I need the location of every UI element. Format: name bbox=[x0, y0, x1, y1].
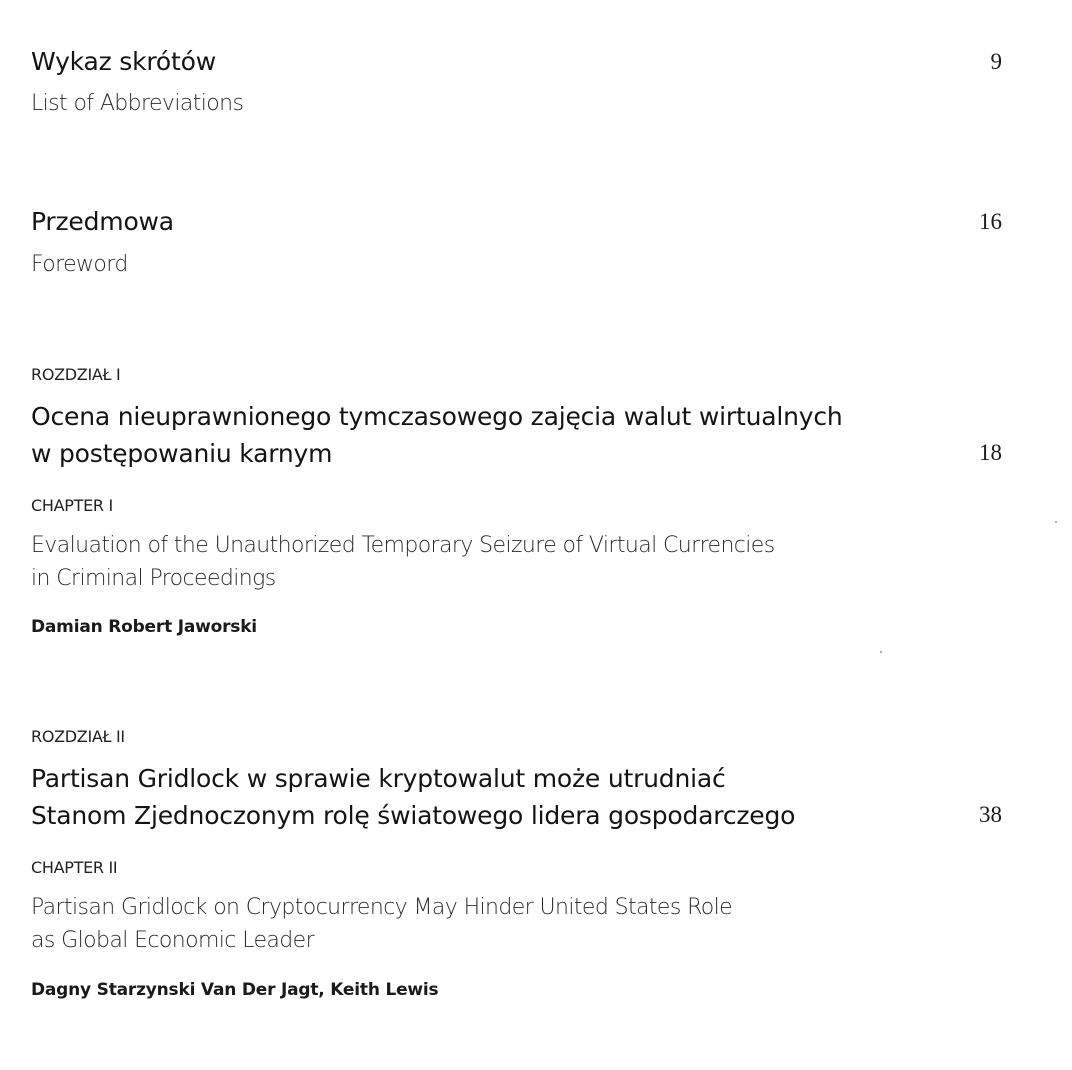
toc-entry-page-number: 16 bbox=[979, 209, 1002, 234]
chapter-title-line: Partisan Gridlock w sprawie kryptowalut może utrudniać bbox=[31, 764, 726, 793]
chapter-author: Dagny Starzynski Van Der Jagt, Keith Lewis bbox=[31, 980, 439, 1000]
chapter-title-line: Ocena nieuprawnionego tymczasowego zajęcia walut wirtualnych bbox=[31, 402, 843, 431]
chapter-subtitle bbox=[31, 529, 775, 595]
chapter-subtitle-line: as Global Economic Leader bbox=[31, 928, 315, 953]
chapter-label-pl: ROZDZIAŁ I bbox=[31, 365, 121, 384]
chapter-title bbox=[31, 398, 843, 472]
chapter-label-pl: ROZDZIAŁ II bbox=[31, 727, 125, 746]
toc-entry-subtitle: List of Abbreviations bbox=[31, 91, 244, 116]
chapter-subtitle-line: Evaluation of the Unauthorized Temporary Seizure of Virtual Currencies bbox=[31, 533, 775, 558]
chapter-subtitle bbox=[31, 891, 732, 957]
chapter-page-number: 38 bbox=[979, 802, 1002, 827]
scan-speck bbox=[1055, 521, 1057, 523]
scan-speck bbox=[880, 651, 882, 653]
chapter-label-en: CHAPTER I bbox=[31, 496, 113, 515]
chapter-author: Damian Robert Jaworski bbox=[31, 617, 257, 637]
chapter-page-number: 18 bbox=[979, 440, 1002, 465]
chapter-subtitle-line: Partisan Gridlock on Cryptocurrency May Hinder United States Role bbox=[31, 895, 733, 920]
toc-entry-page-number: 9 bbox=[990, 49, 1002, 74]
chapter-title-line: Stanom Zjednoczonym rolę światowego lidera gospodarczego bbox=[31, 801, 796, 830]
chapter-title-line: w postępowaniu karnym bbox=[31, 439, 333, 468]
chapter-label-en: CHAPTER II bbox=[31, 858, 118, 877]
chapter-title bbox=[31, 760, 795, 834]
chapter-subtitle-line: in Criminal Proceedings bbox=[31, 566, 276, 591]
toc-entry-subtitle: Foreword bbox=[31, 252, 128, 277]
toc-entry-title: Przedmowa bbox=[31, 207, 174, 236]
toc-entry-title: Wykaz skrótów bbox=[31, 47, 216, 76]
